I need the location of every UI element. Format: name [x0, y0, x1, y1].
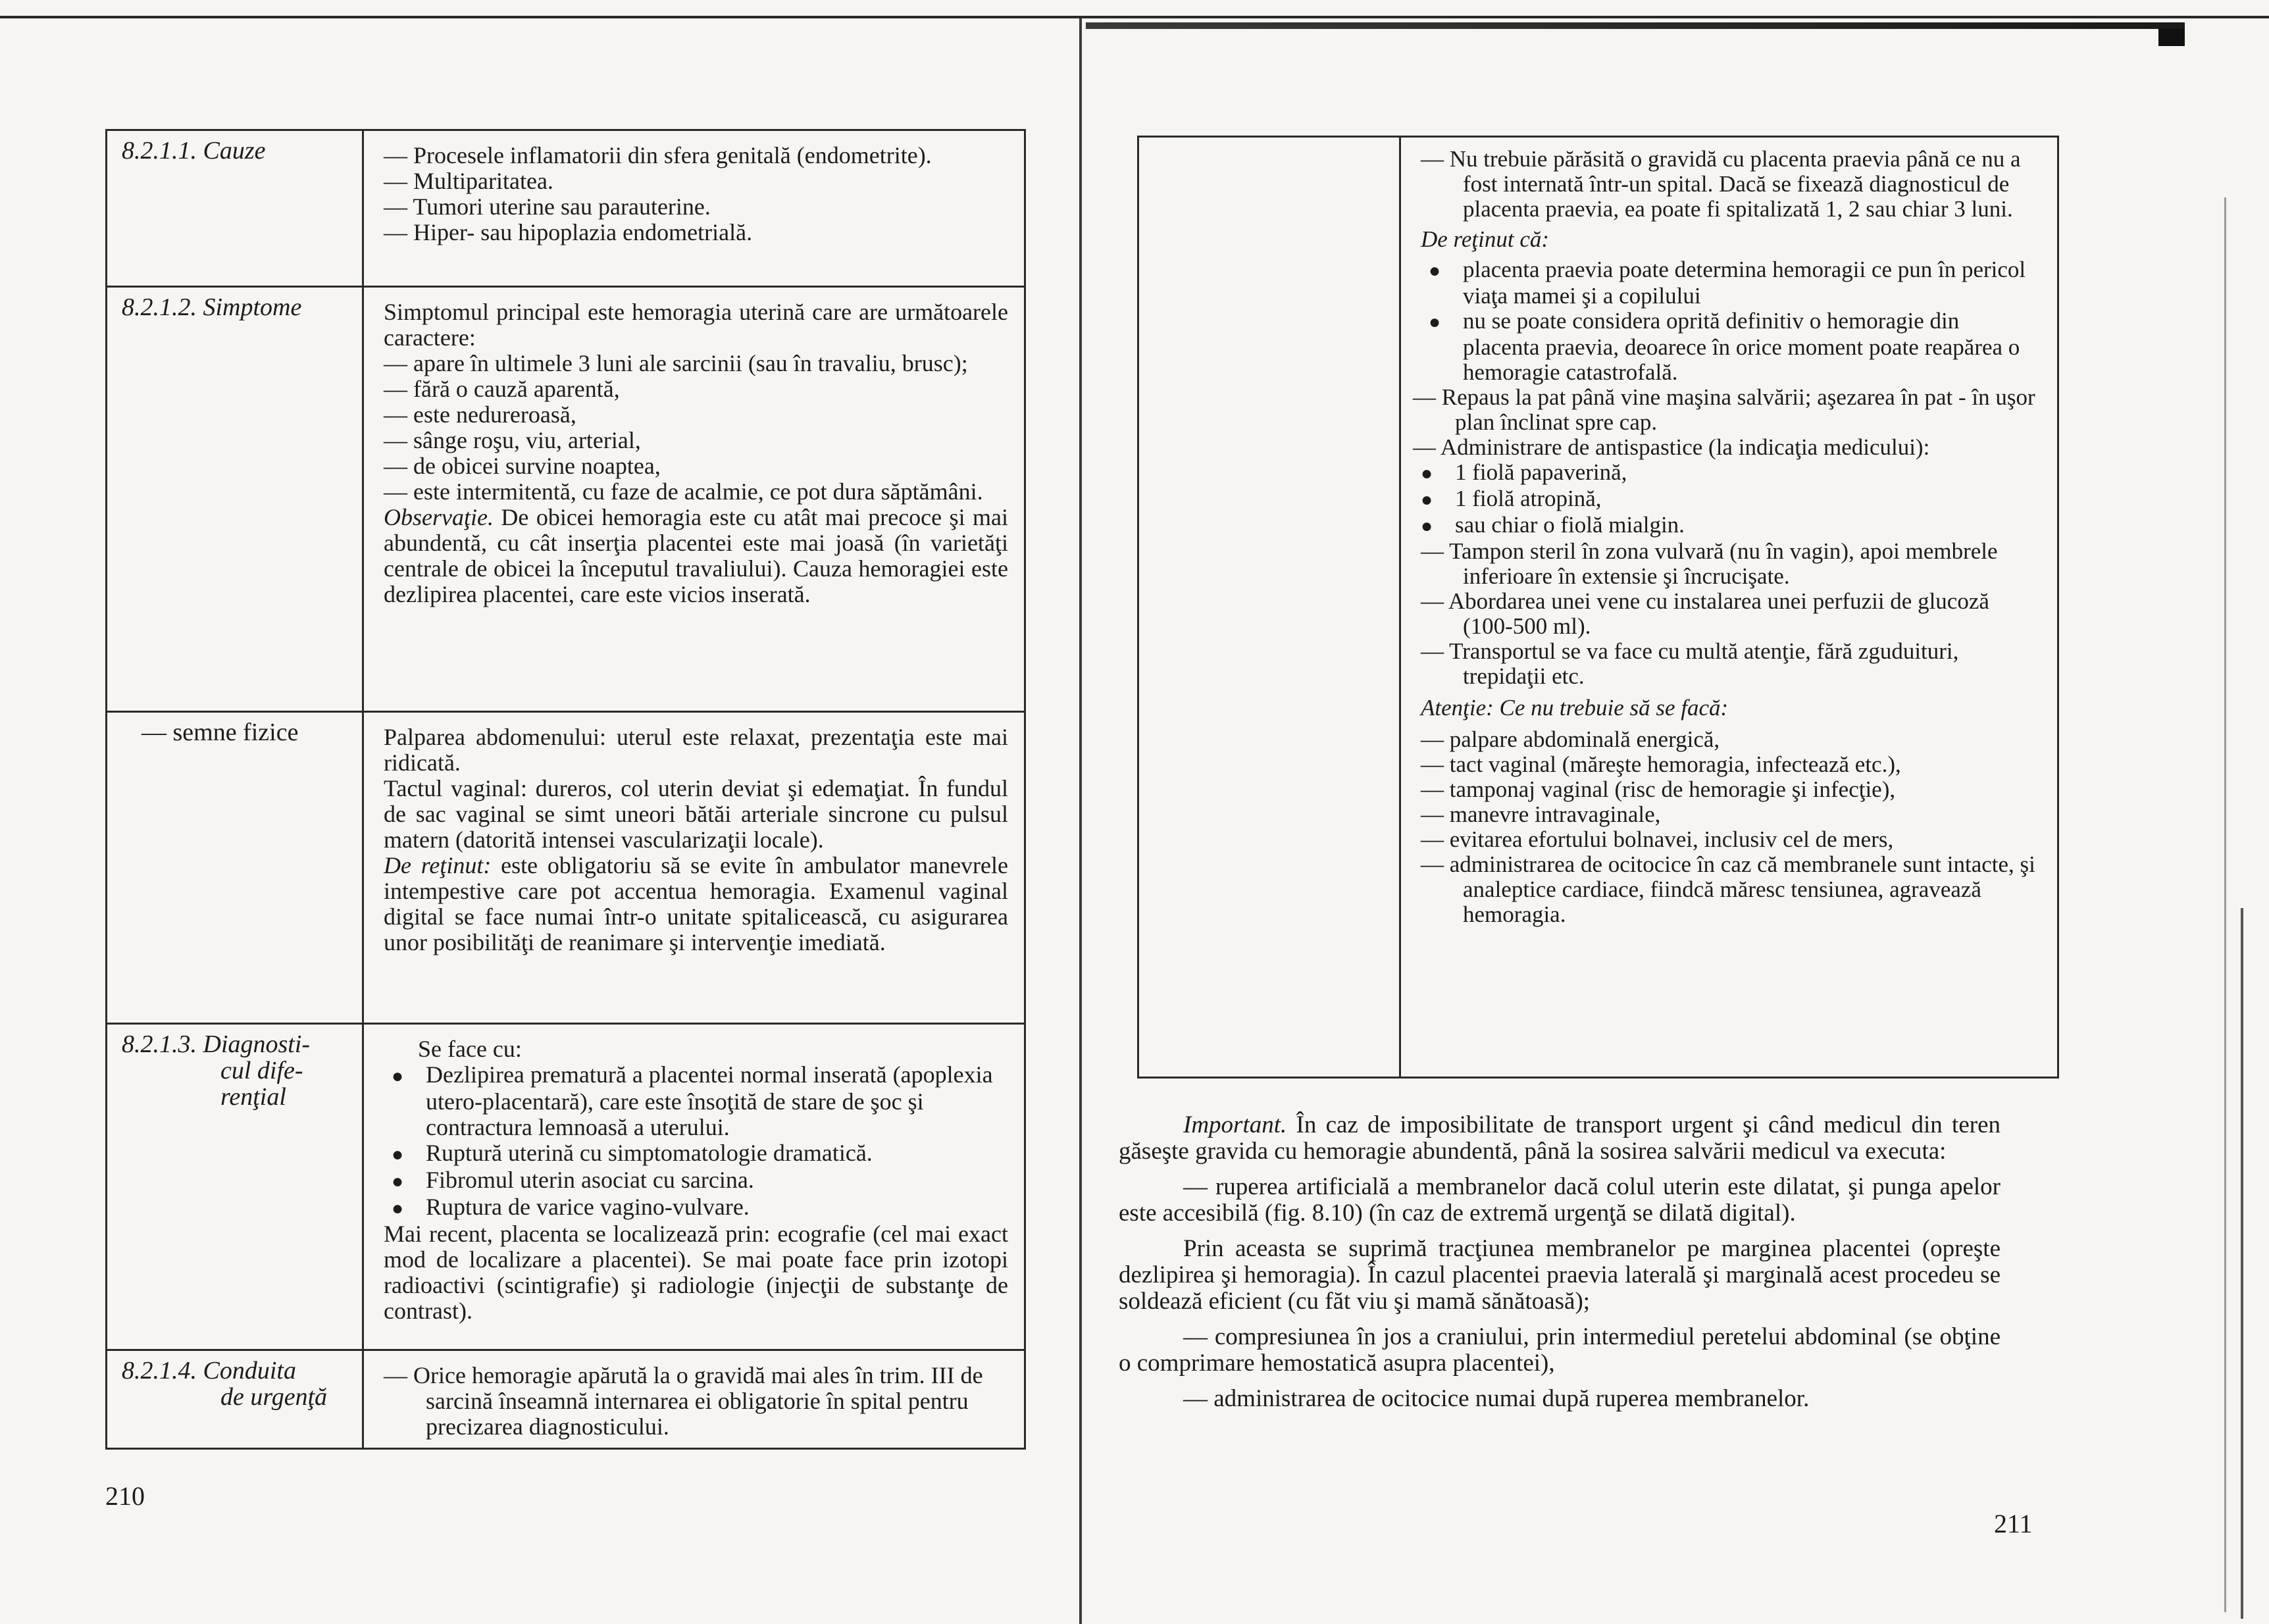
- paragraph: Mai recent, placenta se localizează prin: ecografie (cel mai exact mod de localizare a placentei). Se mai poate face prin izotopi radioactivi (scintigrafie) şi radiologie (injecţii de substanţe de contrast).: [384, 1221, 1008, 1324]
- paragraph: Se face cu:: [418, 1036, 522, 1062]
- paragraph-text: În caz de imposibilitate de transport urgent şi când medicul din teren găseşte gravida cu hemoragie abundentă, până la sosirea salvării medicul va executa:: [1119, 1111, 2001, 1165]
- list-item: ● 1 fiolă papaverină,: [1421, 460, 2041, 486]
- list-item: — de obicei survine noaptea,: [384, 453, 661, 479]
- paragraph: — Administrare de antispastice (la indicaţia medicului):: [1413, 434, 1930, 460]
- left-table: [105, 129, 1026, 1450]
- paragraph: — compresiunea în jos a craniului, prin intermediul peretelui abdominal (se obţine o comprimare hemostatică asupra placentei),: [1119, 1323, 2001, 1377]
- paragraph: [384, 853, 1008, 955]
- note-text: De obicei hemoragia este cu atât mai precoce şi mai abundentă, cu cât inserţia placentei este mai joasă (în varietăţi centrale de obicei la începutul travaliului). Cauza hemoragiei este dezlipirea placentei, care este vicios inserată.: [384, 504, 1008, 607]
- list-item: ● sau chiar o fiolă mialgin.: [1421, 513, 2041, 539]
- row-body: [363, 1350, 1025, 1449]
- table-row: [1138, 137, 2058, 1078]
- book-spine: [1079, 18, 1082, 1624]
- row-label: [107, 1350, 363, 1449]
- top-rule-shadow: [1086, 22, 2185, 29]
- list-item: — manevre intravaginale,: [1421, 801, 1661, 827]
- list-item: — evitarea efortului bolnavei, inclusiv cel de mers,: [1421, 826, 1894, 852]
- body-text: [1119, 1112, 2001, 1421]
- list-item: — apare în ultimele 3 luni ale sarcinii (sau în travaliu, brusc);: [384, 350, 968, 376]
- paragraph: Palparea abdomenului: uterul este relaxat, prezentaţia este mai ridicată.: [384, 724, 1008, 776]
- list-item: ● Fibromul uterin asociat cu sarcina.: [384, 1167, 1008, 1194]
- paragraph: [1119, 1112, 2001, 1165]
- list-item: — tamponaj vaginal (risc de hemoragie şi infecţie),: [1421, 776, 1896, 802]
- row-body: [1400, 137, 2058, 1078]
- table-row-differential: [107, 1024, 1025, 1350]
- row-label: 8.2.1.1. Cauze: [107, 130, 363, 287]
- label-line: renţial: [220, 1083, 286, 1111]
- paragraph: — Orice hemoragie apărută la o gravidă mai ales în trim. III de sarcină înseamnă internarea ei obligatorie în spital pentru precizarea diagnosticului.: [384, 1362, 983, 1440]
- table-row-physical-signs: [107, 712, 1025, 1024]
- paragraph: — administrarea de ocitocice numai după ruperea membranelor.: [1183, 1385, 1810, 1412]
- paragraph: Prin aceasta se suprimă tracţiunea membranelor pe marginea placentei (opreşte dezlipirea şi hemoragia). În cazul placentei praevia laterală şi marginală acest procedeu se soldează eficient (cu făt viu şi mamă sănătoasă);: [1119, 1235, 2001, 1315]
- empty-cell: [1138, 137, 1400, 1078]
- list-item: — Tampon steril în zona vulvară (nu în vagin), apoi membrele inferioare în extensie şi încrucişate.: [1421, 538, 1998, 589]
- paragraph: — Nu trebuie părăsită o gravidă cu placenta praevia până ce nu a fost internată într-un spital. Dacă se fixează diagnosticul de placenta praevia, ea poate fi spitalizată 1, 2 sau chiar 3 luni.: [1421, 146, 2021, 222]
- paragraph: Tactul vaginal: dureros, col uterin deviat şi edemaţiat. În fundul de sac vaginal se simt uneori bătăi arteriale sincrone cu pulsul matern (datorită intensei vascularizaţii locale).: [384, 775, 1008, 853]
- top-rule: [0, 16, 2269, 18]
- list-item: ● Dezlipirea prematură a placentei normal inserată (apoplexia utero-placentară), care este însoţită de stare de şoc şi contractura lemnoasă a uterului.: [384, 1062, 1008, 1140]
- table-row-symptoms: [107, 287, 1025, 712]
- list-item: ● 1 fiolă atropină,: [1421, 486, 2041, 513]
- note-label: Important.: [1183, 1111, 1287, 1138]
- list-item: — tact vaginal (măreşte hemoragia, infectează etc.),: [1421, 751, 1901, 777]
- row-label: 8.2.1.2. Simptome: [107, 287, 363, 712]
- page-number-left: 210: [105, 1481, 145, 1511]
- label-line: 8.2.1.3. Diagnosti-: [122, 1030, 311, 1058]
- paragraph: — ruperea artificială a membranelor dacă colul uterin este dilatat, şi punga apelor este accesibilă (fig. 8.10) (în caz de extremă urgenţă se dilată digital).: [1119, 1173, 2001, 1227]
- page-edge: [2224, 197, 2226, 1612]
- list-item: — Hiper- sau hipoplazia endometrială.: [384, 219, 753, 245]
- row-body: [363, 130, 1025, 287]
- row-label: — semne fizice: [107, 712, 363, 1024]
- row-body: [363, 287, 1025, 712]
- list-item: — fără o cauză aparentă,: [384, 376, 620, 402]
- list-item: — palpare abdominală energică,: [1421, 726, 1720, 752]
- row-label: [107, 1024, 363, 1350]
- list-item: ● nu se poate considera oprită definitiv o hemoragie din placenta praevia, deoarece în orice moment poate reapărea o hemoragie catastrofală.: [1421, 309, 2041, 385]
- paragraph: — Repaus la pat până vine maşina salvării; aşezarea în pat - în uşor plan înclinat spre cap.: [1413, 384, 2035, 435]
- list-item: — este nedureroasă,: [384, 401, 576, 428]
- note-label: Observaţie.: [384, 504, 494, 530]
- right-table: [1137, 136, 2059, 1078]
- row-body: [363, 712, 1025, 1024]
- paragraph: Simptomul principal este hemoragia uterină care are următoarele caractere:: [384, 299, 1008, 351]
- page-number-right: 211: [1994, 1509, 2033, 1538]
- table-row-emergency: [107, 1350, 1025, 1449]
- list-item: ● placenta praevia poate determina hemoragii ce pun în pericol viaţa mamei şi a copilului: [1421, 257, 2041, 309]
- list-item: — este intermitentă, cu faze de acalmie, ce pot dura săptămâni.: [384, 478, 983, 505]
- list-item: — Procesele inflamatorii din sfera genitală (endometrite).: [384, 142, 932, 168]
- label-line: 8.2.1.4. Conduita: [122, 1357, 296, 1384]
- page-edge-dark: [2241, 908, 2243, 1619]
- note-label: De reţinut:: [384, 852, 492, 878]
- list-item: — Abordarea unei vene cu instalarea unei perfuzii de glucoză (100-500 ml).: [1421, 588, 1989, 639]
- note-text: este obligatoriu să se evite în ambulator manevrele intempestive care pot accentua hemoragia. Examenul vaginal digital se face numai într-o unitate spitalicească, cu asigurarea unor posibilităţi de reanimare şi intervenţie imediată.: [384, 852, 1009, 955]
- list-item: — Multiparitatea.: [384, 168, 553, 194]
- paragraph: [384, 505, 1008, 607]
- corner-mark: [2158, 29, 2185, 46]
- table-row-causes: [107, 130, 1025, 287]
- list-item: ● Ruptura de varice vagino-vulvare.: [384, 1194, 1008, 1221]
- list-item: — sânge roşu, viu, arterial,: [384, 427, 641, 453]
- note-label: De reţinut că:: [1421, 226, 1550, 252]
- list-item: — Transportul se va face cu multă atenţie, fără zguduituri, trepidaţii etc.: [1421, 638, 1959, 689]
- row-body: [363, 1024, 1025, 1350]
- label-line: de urgenţă: [220, 1383, 328, 1411]
- label-line: cul dife-: [220, 1057, 303, 1084]
- list-item: — administrarea de ocitocice în caz că membranele sunt intacte, şi analeptice cardiace, fiindcă măresc tensiunea, agravează hemoragia.: [1421, 851, 2035, 927]
- note-label: Atenţie: Ce nu trebuie să se facă:: [1421, 695, 1729, 721]
- list-item: — Tumori uterine sau parauterine.: [384, 193, 711, 220]
- list-item: ● Ruptură uterină cu simptomatologie dramatică.: [384, 1140, 1008, 1167]
